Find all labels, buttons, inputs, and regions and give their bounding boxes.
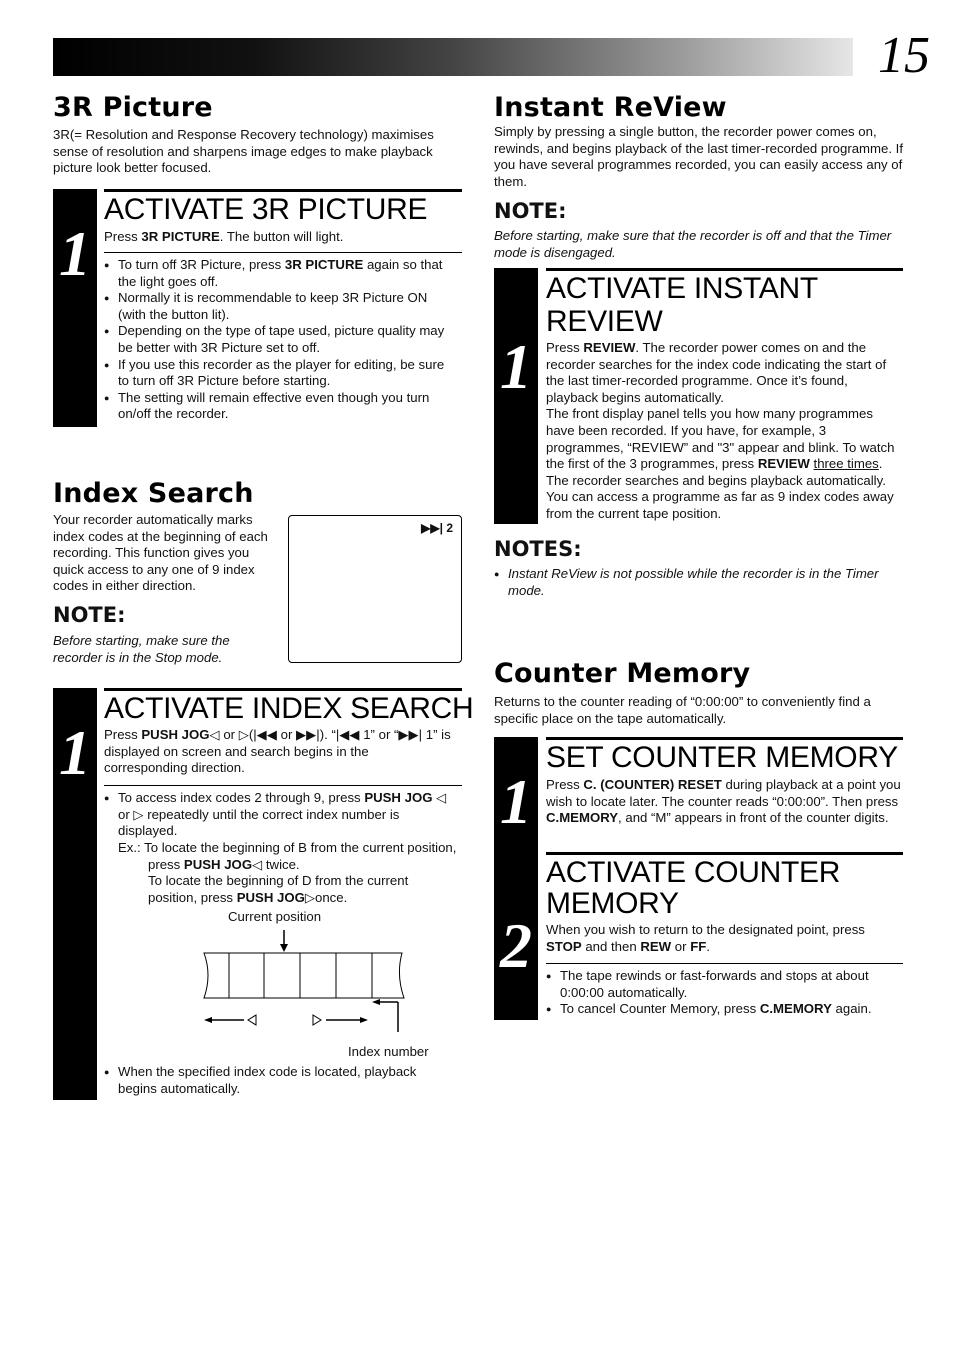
header-bar bbox=[53, 38, 853, 76]
notes-heading-review: NOTES: bbox=[494, 537, 582, 561]
paragraph: Press REVIEW. The recorder power comes on and the recorder searches for the index code indicating the start of the last timer-recorded programme. Once it’s found, playback begins automatically. bbox=[546, 340, 887, 405]
step-rule bbox=[546, 852, 903, 855]
paragraph: The front display panel tells you how many programmes have been recorded. If you have, for example, 3 programmes, “REVIEW” and "3" appear and blink. To watch the first of the 3 programmes, press REVIEW three times. The recorder searches and begins playback automatically. You can access a programme as far as 9 index codes away from the current tape position. bbox=[546, 406, 895, 521]
step-title-3r: ACTIVATE 3R PICTURE bbox=[104, 193, 428, 226]
note-heading-review: NOTE: bbox=[494, 199, 567, 223]
step-rule bbox=[546, 268, 903, 271]
note-heading-index: NOTE: bbox=[53, 603, 126, 627]
index-number-pointer bbox=[372, 999, 398, 1032]
step-number: 1 bbox=[500, 766, 532, 837]
tv-screen bbox=[288, 515, 462, 663]
bullet-list-counter bbox=[546, 968, 902, 1018]
intro-index-search: Your recorder automatically marks index codes at the beginning of each recording. This function gives you quick access to any one of 9 index codes in either direction. bbox=[53, 512, 268, 594]
bullet-list-3r bbox=[104, 257, 454, 423]
step-number: 1 bbox=[59, 717, 91, 788]
tape-strip bbox=[204, 953, 404, 998]
step-bar-index bbox=[53, 688, 97, 1100]
step-title-review-line1: ACTIVATE INSTANT bbox=[546, 272, 818, 305]
divider bbox=[104, 252, 462, 253]
list-item: ● The setting will remain effective even though you turn on/off the recorder. bbox=[104, 390, 454, 423]
step-title-activate-counter-line1: ACTIVATE COUNTER bbox=[546, 856, 841, 889]
list-item: ● If you use this recorder as the player for editing, be sure to turn off 3R Picture before starting. bbox=[104, 357, 454, 390]
list-item: ● Depending on the type of tape used, picture quality may be better with 3R Picture set to off. bbox=[104, 323, 454, 356]
bullet-list-index bbox=[104, 790, 456, 840]
step-bar-review bbox=[494, 268, 538, 524]
intro-3r-picture: 3R(= Resolution and Response Recovery technology) maximises sense of resolution and sharpens image edges to make playback picture look better focused. bbox=[53, 127, 434, 176]
step-number: 1 bbox=[500, 331, 532, 402]
intro-counter-memory: Returns to the counter reading of “0:00:00” to conveniently find a specific place on the tape automatically. bbox=[494, 694, 871, 726]
rewind-direction-arrow bbox=[204, 1015, 256, 1025]
forward-direction-arrow bbox=[313, 1015, 368, 1025]
divider bbox=[104, 785, 462, 786]
step-title-index: ACTIVATE INDEX SEARCH bbox=[104, 692, 474, 725]
step-rule bbox=[546, 737, 903, 740]
step-title-activate-counter-line2: MEMORY bbox=[546, 887, 679, 920]
step-title-review-line2: REVIEW bbox=[546, 305, 663, 338]
list-item: ● Normally it is recommendable to keep 3R Picture ON (with the button lit). bbox=[104, 290, 454, 323]
page-number: 15 bbox=[878, 27, 930, 84]
instruction-3r: Press 3R PICTURE. The button will light. bbox=[104, 229, 344, 244]
step-number: 1 bbox=[59, 218, 91, 289]
step-bar-3r bbox=[53, 189, 97, 427]
heading-counter-memory: Counter Memory bbox=[494, 658, 751, 689]
heading-3r-picture: 3R Picture bbox=[53, 92, 213, 123]
step-rule bbox=[104, 688, 462, 691]
bullet-list-index-2 bbox=[104, 1064, 456, 1097]
instruction-review bbox=[546, 340, 902, 523]
notes-list-review bbox=[494, 566, 899, 599]
note-index: Before starting, make sure the recorder is in the Stop mode. bbox=[53, 633, 230, 665]
step-bar-counter bbox=[494, 737, 538, 1020]
intro-instant-review: Simply by pressing a single button, the recorder power comes on, rewinds, and begins playback of the last timer-recorded programme. If you have several programmes recorded, you can easily access any of them. bbox=[494, 124, 904, 189]
step-title-set-counter: SET COUNTER MEMORY bbox=[546, 741, 898, 774]
instruction-activate-counter: When you wish to return to the designated point, press STOP and then REW or FF. bbox=[546, 922, 865, 954]
step-number: 2 bbox=[500, 910, 532, 981]
current-position-arrow bbox=[280, 930, 288, 952]
example-2: To locate the beginning of D from the current position, press PUSH JOG▷once. bbox=[148, 873, 409, 905]
step-rule bbox=[104, 189, 462, 192]
instruction-set-counter: Press C. (COUNTER) RESET during playback at a point you wish to locate later. The counter reads “0:00:00”. Then press C.MEMORY, and “M” appears in front of the counter digits. bbox=[546, 777, 901, 826]
list-item: ● Instant ReView is not possible while the recorder is in the Timer mode. bbox=[494, 566, 899, 599]
divider bbox=[546, 963, 903, 964]
heading-instant-review: Instant ReView bbox=[494, 92, 727, 123]
example-1: Ex.: To locate the beginning of B from the current position, press PUSH JOG◁ twice. bbox=[118, 840, 457, 872]
list-item: ● When the specified index code is located, playback begins automatically. bbox=[104, 1064, 456, 1097]
list-item: ● To access index codes 2 through 9, press PUSH JOG ◁ or ▷ repeatedly until the correct index number is displayed. bbox=[104, 790, 456, 840]
list-item: ● To turn off 3R Picture, press 3R PICTURE again so that the light goes off. bbox=[104, 257, 454, 290]
index-indicator: ▶▶| 2 bbox=[421, 521, 453, 535]
instruction-index: Press PUSH JOG◁ or ▷(|◀◀ or ▶▶|). “|◀◀ 1” or “▶▶| 1” is displayed on screen and search begins in the corresponding direction. bbox=[104, 727, 451, 776]
diagram-current-position-label: Current position bbox=[228, 909, 322, 924]
list-item: ● The tape rewinds or fast-forwards and stops at about 0:00:00 automatically. bbox=[546, 968, 902, 1001]
index-tape-diagram bbox=[196, 928, 411, 1033]
note-review: Before starting, make sure that the recorder is off and that the Timer mode is disengaged. bbox=[494, 228, 892, 260]
diagram-index-number-label: Index number bbox=[348, 1044, 429, 1059]
heading-index-search: Index Search bbox=[53, 478, 254, 509]
list-item: ● To cancel Counter Memory, press C.MEMORY again. bbox=[546, 1001, 902, 1018]
